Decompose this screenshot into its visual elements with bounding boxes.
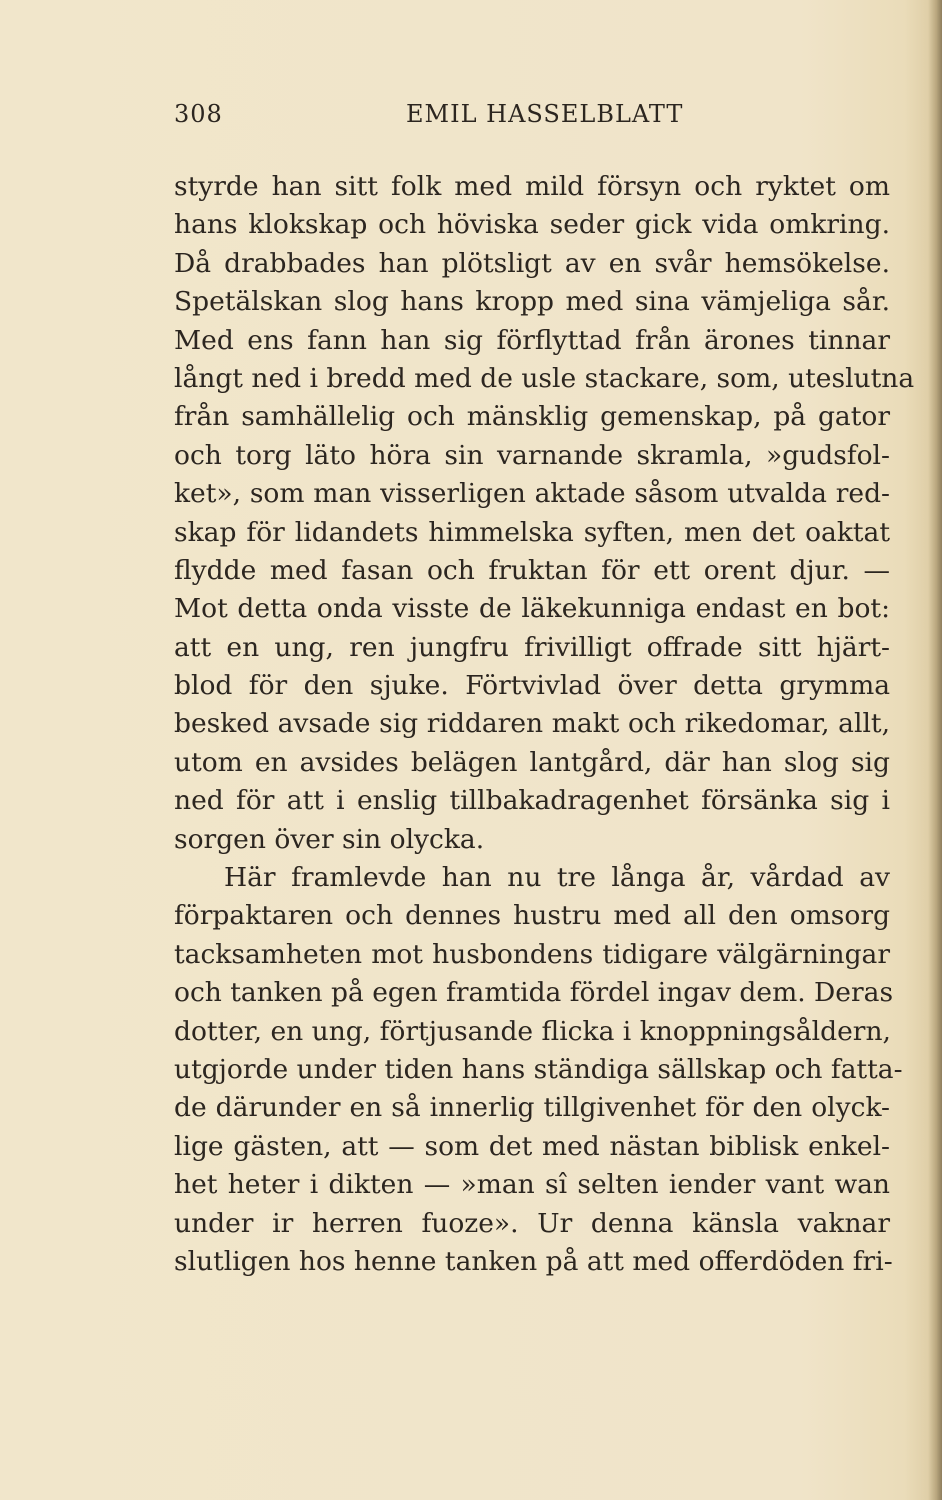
text-line: och torg läto höra sin varnande skramla, »gudsfol- bbox=[174, 439, 890, 471]
text-line: dotter, en ung, förtjusande flicka i knoppningsåldern, bbox=[174, 1015, 891, 1047]
page-number: 308 bbox=[174, 100, 223, 128]
text-line: och tanken på egen framtida fördel ingav dem. Deras bbox=[174, 977, 894, 1009]
text-line: under ir herren fuoze». Ur denna känsla vaknar bbox=[174, 1207, 890, 1239]
header-title: EMIL HASSELBLATT bbox=[406, 100, 684, 128]
text-line: långt ned i bredd med de usle stackare, som, uteslutna bbox=[174, 362, 915, 394]
text-line: slutligen hos henne tanken på att med offerdöden fri- bbox=[174, 1245, 893, 1277]
text-line: att en ung, ren jungfru frivilligt offrade sitt hjärt- bbox=[174, 631, 890, 663]
text-line: het heter i dikten — »man sî selten iender vant wan bbox=[174, 1169, 890, 1201]
text-line: förpaktaren och dennes hustru med all den omsorg bbox=[174, 900, 890, 932]
text-line: från samhällelig och mänsklig gemenskap, på gator bbox=[174, 401, 890, 433]
text-line: de därunder en så innerlig tillgivenhet för den olyck- bbox=[174, 1092, 890, 1124]
text-line: flydde med fasan och fruktan för ett orent djur. — bbox=[174, 554, 890, 586]
text-line: lige gästen, att — som det med nästan biblisk enkel- bbox=[174, 1130, 890, 1162]
body-text bbox=[174, 168, 915, 1281]
text-line: skap för lidandets himmelska syften, men det oaktat bbox=[174, 516, 890, 548]
text-line: sorgen över sin olycka. bbox=[174, 823, 485, 855]
text-line: Här framlevde han nu tre långa år, vårdad av bbox=[224, 862, 890, 894]
text-line: Mot detta onda visste de läkekunniga endast en bot: bbox=[174, 593, 890, 625]
text-line: ket», som man visserligen aktade såsom utvalda red- bbox=[174, 478, 890, 510]
text-line: Då drabbades han plötsligt av en svår hemsökelse. bbox=[174, 247, 890, 279]
text-line: Spetälskan slog hans kropp med sina vämjeliga sår. bbox=[174, 286, 890, 318]
text-line: blod för den sjuke. Förtvivlad över detta grymma bbox=[174, 670, 890, 702]
text-line: utom en avsides belägen lantgård, där han slog sig bbox=[174, 746, 890, 778]
page-edge-shadow bbox=[928, 0, 942, 1500]
text-line: hans klokskap och höviska seder gick vida omkring. bbox=[174, 209, 890, 241]
text-line: ned för att i enslig tillbakadragenhet försänka sig i bbox=[174, 785, 890, 817]
text-line: styrde han sitt folk med mild försyn och ryktet om bbox=[174, 171, 890, 202]
text-line: Med ens fann han sig förflyttad från ärones tinnar bbox=[174, 324, 890, 356]
running-head bbox=[174, 100, 890, 136]
text-line: utgjorde under tiden hans ständiga sällskap och fatta- bbox=[174, 1053, 903, 1085]
text-line: tacksamheten mot husbondens tidigare välgärningar bbox=[174, 938, 890, 970]
text-line: besked avsade sig riddaren makt och rikedomar, allt, bbox=[174, 708, 890, 740]
